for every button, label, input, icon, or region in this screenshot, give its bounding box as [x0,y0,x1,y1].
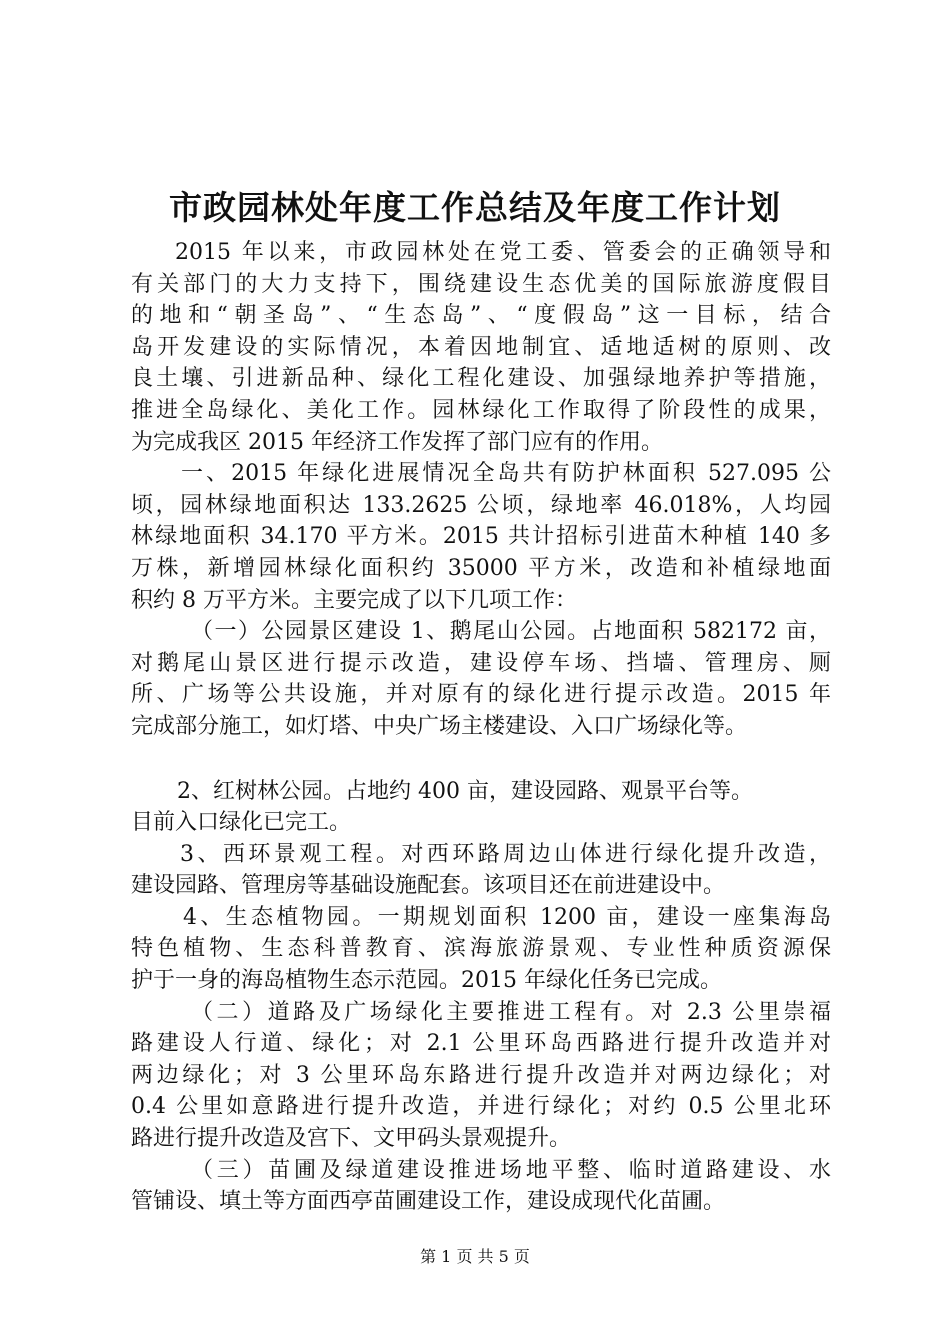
paragraph-spacer [131,743,831,776]
text-line: 岛开发建设的实际情况，本着因地制宜、适地适树的原则、改 [131,334,831,360]
text-line: 积约 8 万平方米。主要完成了以下几项工作： [131,587,577,613]
paragraph-botanical-garden [131,902,831,997]
text-line: 的地和“朝圣岛”、“生态岛”、“度假岛”这一目标，结合 [131,303,831,329]
text-line: 特色植物、生态科普教育、滨海旅游景观、专业性种质资源保 [131,936,831,962]
text-line: 两边绿化；对 3 公里环岛东路进行提升改造并对两边绿化；对 [131,1062,831,1088]
text-line: 路进行提升改造及宫下、文甲码头景观提升。 [131,1126,572,1152]
paragraph-section-one [131,458,831,616]
text-line: 有关部门的大力支持下，围绕建设生态优美的国际旅游度假目 [131,271,831,297]
text-line: 建设园路、管理房等基础设施配套。该项目还在前进建设中。 [131,873,726,899]
text-line: 林绿地面积 34.170 平方米。2015 共计招标引进苗木种植 140 多 [131,524,831,550]
document-body [131,237,831,1218]
text-line: （三）苗圃及绿道建设推进场地平整、临时道路建设、水 [191,1157,831,1183]
text-line: 顷，园林绿地面积达 133.2625 公顷，绿地率 46.018%，人均园 [131,492,831,518]
text-line: （一）公园景区建设 1、鹅尾山公园。占地面积 582172 亩， [191,619,831,645]
text-line: 推进全岛绿化、美化工作。园林绿化工作取得了阶段性的成果， [131,397,831,423]
text-line: 4、生态植物园。一期规划面积 1200 亩，建设一座集海岛 [183,904,831,930]
text-line: 所、广场等公共设施，并对原有的绿化进行提示改造。2015 年 [131,682,831,708]
paragraph-nursery [131,1155,831,1218]
text-line: 护于一身的海岛植物生态示范园。2015 年绿化任务已完成。 [131,968,722,994]
text-line: 路建设人行道、绿化；对 2.1 公里环岛西路进行提升改造并对 [131,1031,831,1057]
paragraph-mangrove-park [131,776,831,839]
text-line: 3、西环景观工程。对西环路周边山体进行绿化提升改造， [180,841,831,867]
text-line: 一、2015 年绿化进展情况全岛共有防护林面积 527.095 公 [181,461,831,487]
text-line: 对鹅尾山景区进行提示改造，建设停车场、挡墙、管理房、厕 [131,650,831,676]
text-line: 管铺设、填土等方面西亭苗圃建设工作，建设成现代化苗圃。 [131,1189,726,1215]
text-line: 完成部分施工，如灯塔、中央广场主楼建设、入口广场绿化等。 [131,713,748,739]
text-line: 2、红树林公园。占地约 400 亩，建设园路、观景平台等。 [177,778,753,804]
paragraph-intro [131,237,831,458]
text-line: 0.4 公里如意路进行提升改造，并进行绿化；对约 0.5 公里北环 [131,1094,831,1120]
text-line: 为完成我区 2015 年经济工作发挥了部门应有的作用。 [131,429,663,455]
paragraph-west-ring [131,839,831,902]
paragraph-roads [131,997,831,1155]
document-title: 市政园林处年度工作总结及年度工作计划 [169,188,781,227]
text-line: 2015 年以来，市政园林处在党工委、管委会的正确领导和 [175,240,831,265]
text-line: 目前入口绿化已完工。 [131,810,352,836]
text-line: （二）道路及广场绿化主要推进工程有。对 2.3 公里崇福 [191,999,831,1025]
paragraph-parks [131,616,831,742]
page-number: 第 1 页 共 5 页 [420,1247,530,1266]
text-line: 万株，新增园林绿化面积约 35000 平方米，改造和补植绿地面 [131,555,831,581]
text-line: 良土壤、引进新品种、绿化工程化建设、加强绿地养护等措施， [131,366,831,392]
